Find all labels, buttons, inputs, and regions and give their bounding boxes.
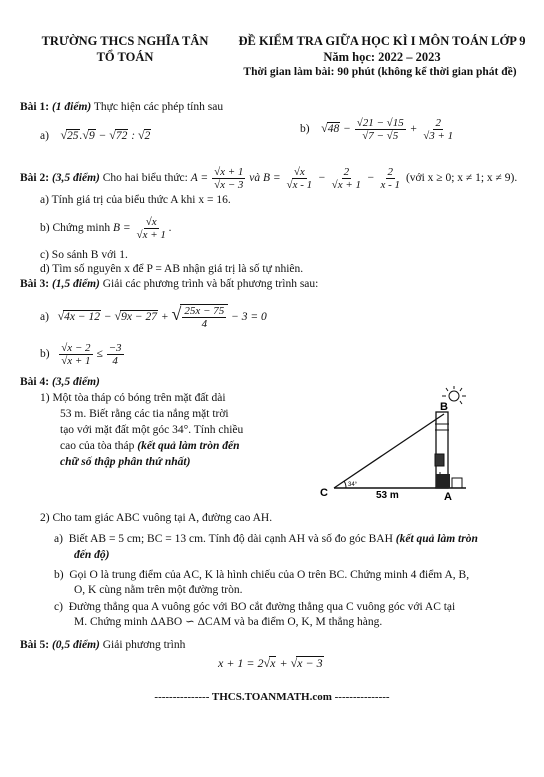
sun-ray-line xyxy=(334,414,444,488)
fig-length-label: 53 m xyxy=(376,490,399,501)
bai4-p2c-line1: c) Đường thẳng qua A vuông góc với BO cắt đường thẳng qua C vuông góc với AC tại xyxy=(54,601,456,613)
exam-title: ĐỀ KIỂM TRA GIỮA HỌC KÌ I MÔN TOÁN LỚP 9 xyxy=(238,34,526,48)
bai4-p2b-line1: b) Gọi O là trung điểm của AC, K là hình chiếu của O trên BC. Chứng minh 4 điểm A, B, xyxy=(54,569,470,581)
bai1-b-expression: √48 − $\frac{√21 - √15}{√7 - √5}$ + $\frac{2}{√3 + 1}$ xyxy=(321,117,454,142)
fig-label-B: B xyxy=(440,401,448,413)
bai4-p1-line2: 53 m. Biết rằng các tia nắng mặt trời xyxy=(60,408,229,420)
fig-label-A: A xyxy=(444,491,452,503)
bai1-heading: Bài 1: (1 điểm) Thực hiện các phép tính sau xyxy=(20,101,224,113)
bai4-p2a-note: đến độ) xyxy=(74,549,110,561)
exam-duration: Thời gian làm bài: 90 phút (không kể thời gian phát đề) xyxy=(243,66,517,78)
bai4-heading: Bài 4: (3,5 điểm) xyxy=(20,376,100,388)
bai4-p1-line1: 1) Một tòa tháp có bóng trên mặt đất dài xyxy=(40,392,226,404)
bai5-equation: x + 1 = 2√x + √x − 3 xyxy=(218,656,323,670)
tower-base xyxy=(436,474,450,488)
bai1-b: b) √48 − $\frac{√21 - √15}{√7 - √5}$ + $\frac{2}{√3 + 1}$ xyxy=(300,117,456,142)
bai4-p2: 2) Cho tam giác ABC vuông tại A, đường cao AH. xyxy=(40,512,273,524)
bai2-expressions: A = $\frac{√x + 1}{√x - 3}$ và B = $\frac{√x}{√x - 1}$ − $\frac{2}{√x + 1}$ − $\frac{2}{x - 1}$ xyxy=(190,166,401,191)
bai2-b: b) Chứng minh B = $\frac{√x}{√x + 1}$ . xyxy=(40,216,172,241)
department-name: TỔ TOÁN xyxy=(96,50,154,64)
tower-figure xyxy=(316,384,496,506)
bai2-b-expression: B = $\frac{√x}{√x + 1}$ . xyxy=(113,216,172,241)
bai1-a-expression: √25.√9 − √72 : √2 xyxy=(60,128,151,142)
school-year: Năm học: 2022 – 2023 xyxy=(323,50,441,64)
bai2-a: a) Tính giá trị của biểu thức A khi x = 16. xyxy=(40,194,231,206)
footer-credit: --------------- THCS.TOANMATH.com --------------- xyxy=(154,691,390,703)
bai4-p1-note: chữ số thập phân thứ nhất) xyxy=(60,456,191,468)
bai3-b: b) $\frac{√x - 2}{√x + 1}$ ≤ $\frac{-3}{4}$ xyxy=(40,342,125,367)
right-angle-mark xyxy=(452,478,462,488)
bai5-heading: Bài 5: (0,5 điểm) Giải phương trình xyxy=(20,639,186,651)
bai3-a-expression: √4x − 12 − √9x − 27 + √ $\frac{25x - 75}{4}$ − 3 = 0 xyxy=(57,304,267,330)
bai2-d: d) Tìm số nguyên x để P = AB nhận giá trị là số tự nhiên. xyxy=(40,263,304,275)
angle-arc xyxy=(344,481,346,488)
sun-icon xyxy=(449,391,459,401)
bai3-heading: Bài 3: (1,5 điểm) Giải các phương trình và bất phương trình sau: xyxy=(20,278,319,290)
fig-label-C: C xyxy=(320,487,328,499)
bai3-a: a) √4x − 12 − √9x − 27 + √ $\frac{25x - 75}{4}$ − 3 = 0 xyxy=(40,304,267,330)
bai4-p2c-line2: M. Chứng minh ΔABO ∽ ΔCAM và ba điểm O, K, M thẳng hàng. xyxy=(74,616,383,628)
fig-angle-label: 34° xyxy=(348,482,358,488)
bai3-b-expression: $\frac{√x - 2}{√x + 1}$ ≤ $\frac{-3}{4}$ xyxy=(61,342,122,367)
bai4-p1-line3: tạo với mặt đất một góc 34°. Tính chiều xyxy=(60,424,244,436)
bai4-p2a: a) Biết AB = 5 cm; BC = 13 cm. Tính độ dài cạnh AH và số đo góc BAH (kết quả làm tròn xyxy=(54,533,478,545)
bai4-p1-line4: cao của tòa tháp (kết quả làm tròn đến xyxy=(60,440,240,452)
bai2-heading: Bài 2: (3,5 điểm) Cho hai biểu thức: A = $\frac{√x + 1}{√x - 3}$ và B = $\frac{√x}{√x - 1}$ − $\frac{2}{√x + 1}$ − $\frac{2}{x - 1}$ (với x ≥ 0; x ≠ 1; x ≠ 9). xyxy=(20,166,518,191)
bai1-a: a) √25.√9 − √72 : √2 xyxy=(40,128,151,142)
bai2-c: c) So sánh B với 1. xyxy=(40,249,128,261)
bai4-p2b-line2: O, K cùng nằm trên một đường tròn. xyxy=(74,584,243,596)
school-name: TRƯỜNG THCS NGHĨA TÂN xyxy=(41,34,209,48)
